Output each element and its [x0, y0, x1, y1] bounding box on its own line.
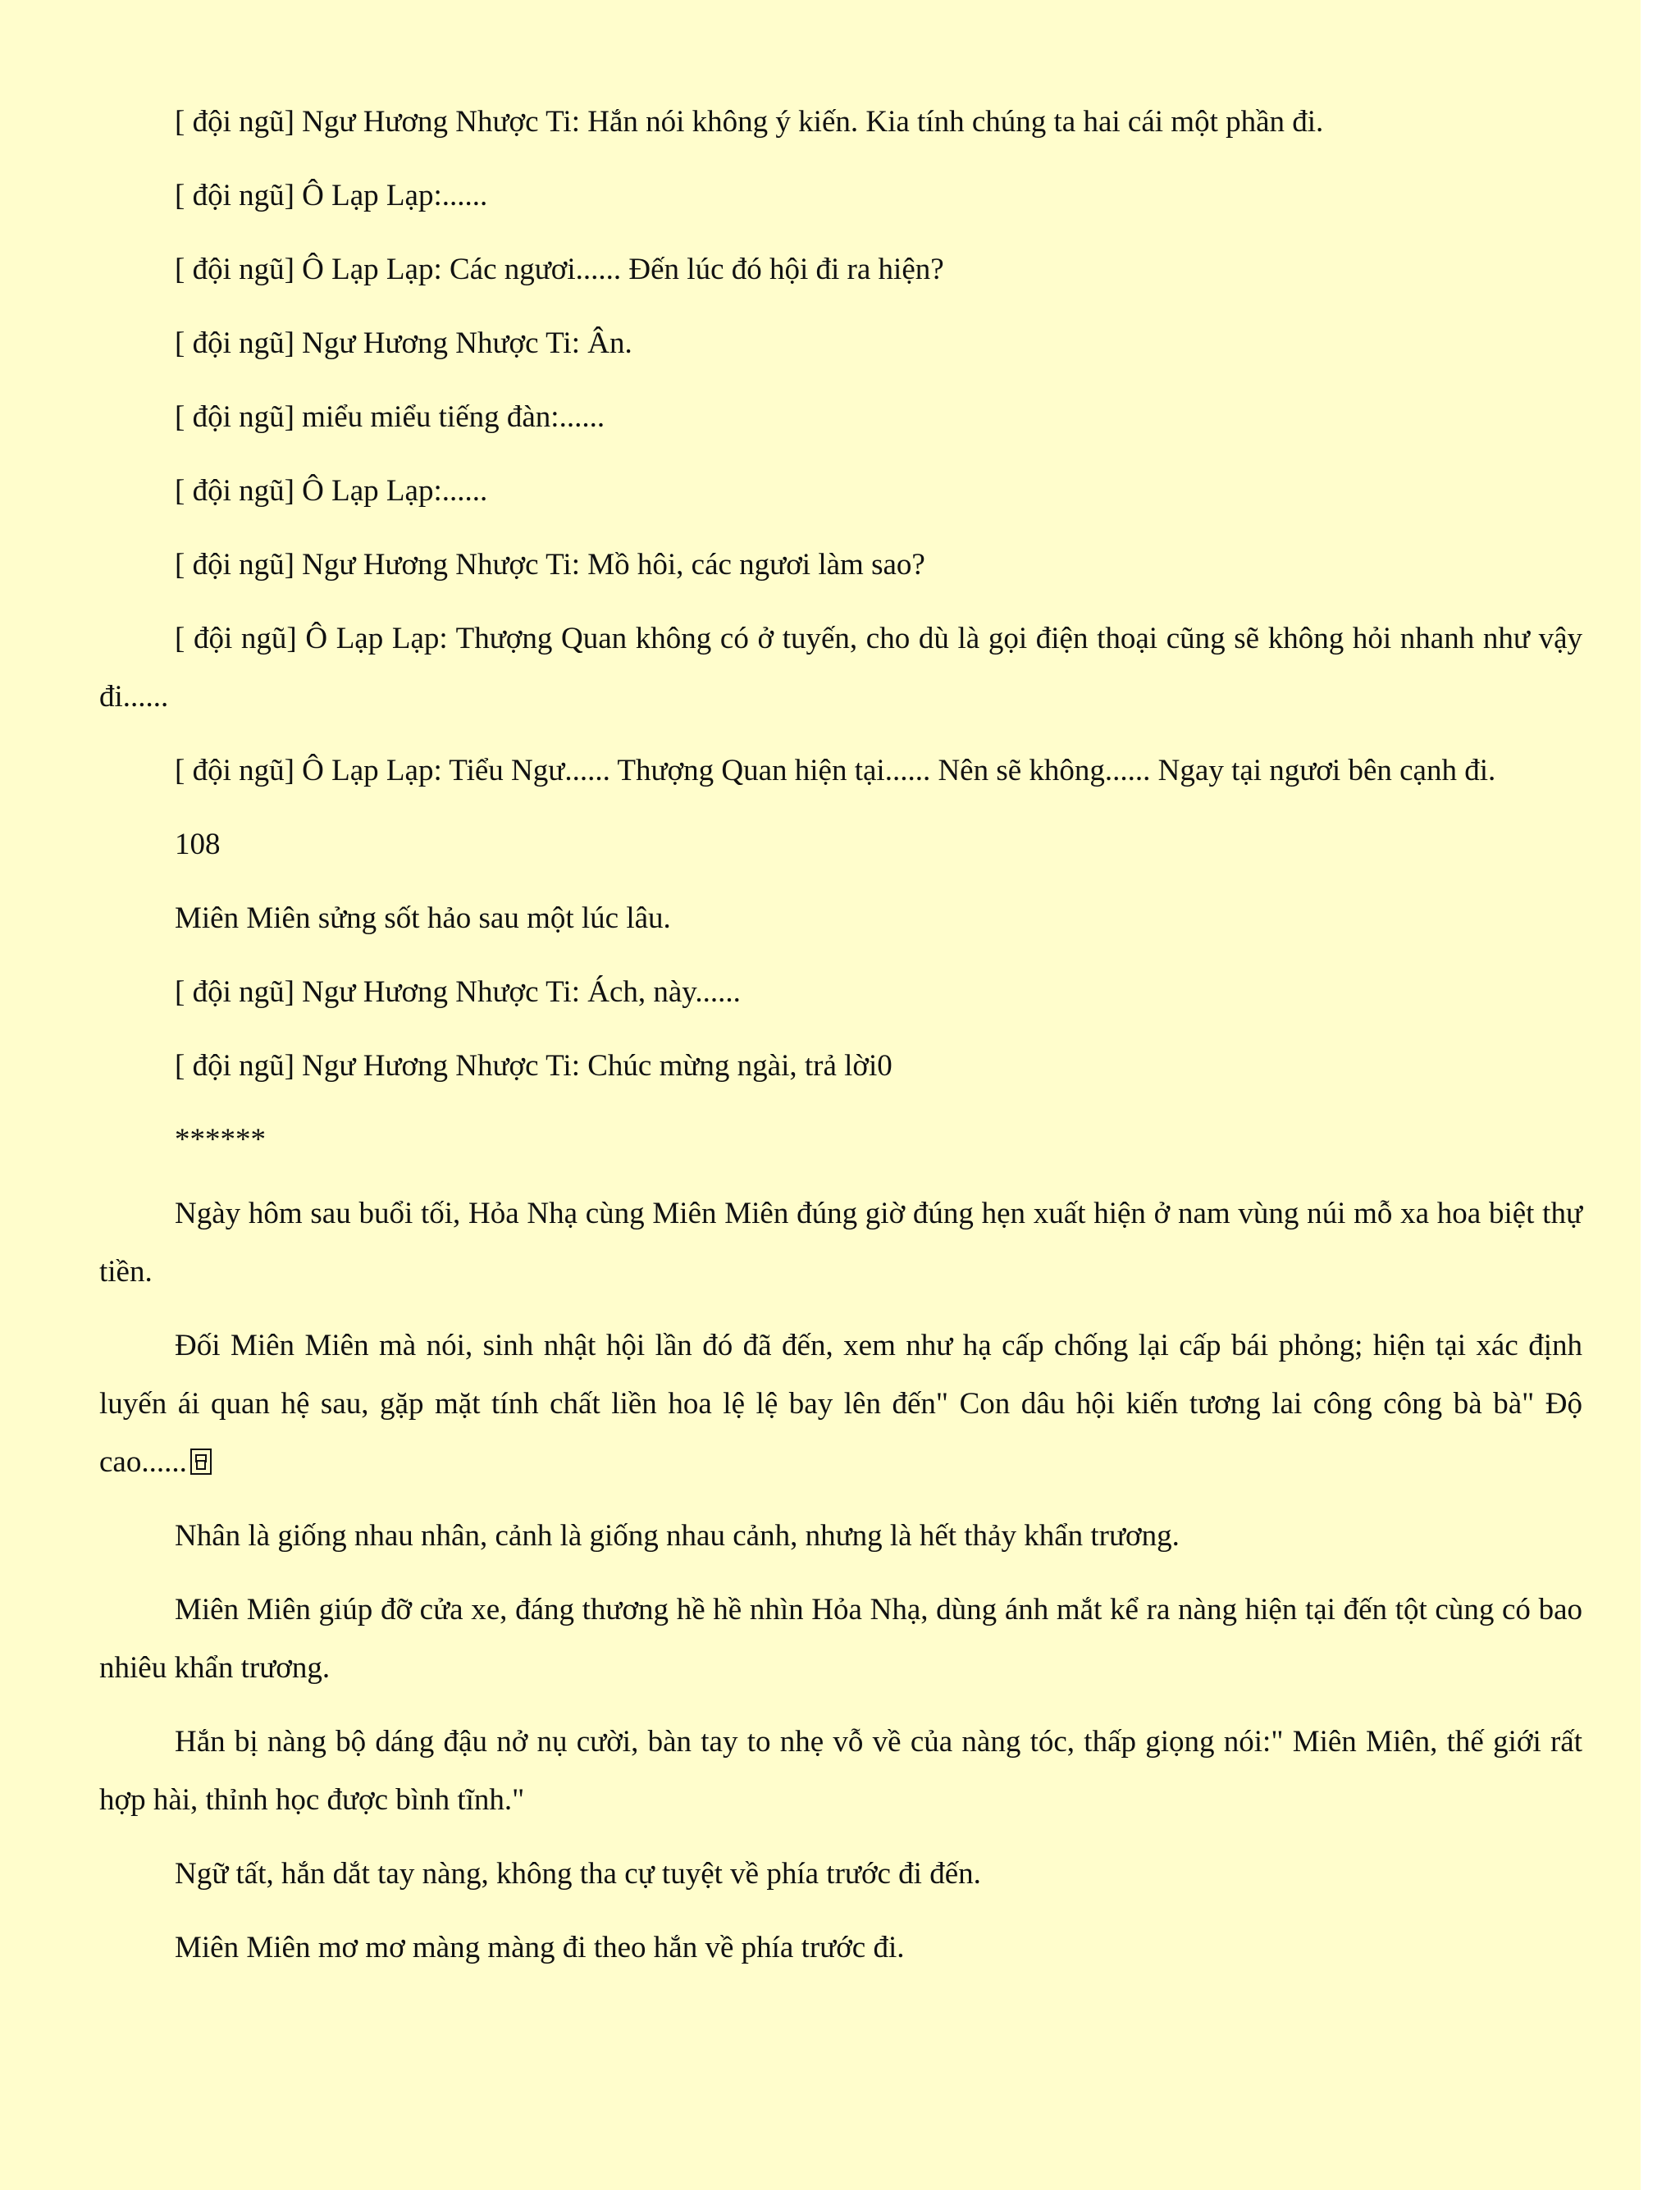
paragraph: [ đội ngũ] Ngư Hương Nhược Ti: Ách, này......: [175, 975, 741, 1009]
paragraph: [ đội ngũ] Ô Lạp Lạp:......: [175, 179, 488, 212]
paragraph: Miên Miên giúp đỡ cửa xe, đáng thương hề hề nhìn Hỏa Nhạ, dùng ánh mắt kể ra nàng hiện tại đến tột cùng có bao nhiêu khẩn trương.: [99, 1593, 1582, 1685]
paragraph: Ngày hôm sau buổi tối, Hỏa Nhạ cùng Miên Miên đúng giờ đúng hẹn xuất hiện ở nam vùng núi mỗ xa hoa biệt thự tiền.: [99, 1197, 1582, 1289]
paragraph: [99, 1316, 1582, 1491]
paragraph: Ngữ tất, hắn dắt tay nàng, không tha cự tuyệt về phía trước đi đến.: [175, 1857, 981, 1891]
paragraph: [ đội ngũ] Ô Lạp Lạp: Thượng Quan không có ở tuyến, cho dù là gọi điện thoại cũng sẽ không hỏi nhanh như vậy đi......: [99, 622, 1582, 714]
paragraph: [ đội ngũ] miểu miểu tiếng đàn:......: [175, 400, 605, 434]
paragraph: Hắn bị nàng bộ dáng đậu nở nụ cười, bàn tay to nhẹ vỗ về của nàng tóc, thấp giọng nói:" Miên Miên, thế giới rất hợp hài, thỉnh học được bình tĩnh.": [99, 1725, 1582, 1817]
paragraph: [ đội ngũ] Ô Lạp Lạp:......: [175, 474, 488, 508]
paragraph: Miên Miên sửng sốt hảo sau một lúc lâu.: [175, 901, 671, 935]
paragraph: [ đội ngũ] Ngư Hương Nhược Ti: Ân.: [175, 326, 632, 360]
paragraph: Nhân là giống nhau nhân, cảnh là giống nhau cảnh, nhưng là hết thảy khẩn trương.: [175, 1519, 1180, 1553]
paragraph: [ đội ngũ] Ngư Hương Nhược Ti: Hắn nói không ý kiến. Kia tính chúng ta hai cái một phần đi.: [175, 105, 1324, 139]
paragraph: [ đội ngũ] Ô Lạp Lạp: Tiểu Ngư...... Thượng Quan hiện tại...... Nên sẽ không...... Ngay tại ngươi bên cạnh đi.: [175, 754, 1496, 787]
paragraph-text: Đối Miên Miên mà nói, sinh nhật hội lần đó đã đến, xem như hạ cấp chống lại cấp bái phỏng; hiện tại xác định luyến ái quan hệ sau, gặp mặt tính chất liền hoa lệ lệ bay lên đến" Con dâu hội kiến tương lai công công bà bà" Độ cao......: [99, 1329, 1582, 1479]
document-body: [99, 93, 1582, 1992]
paragraph: [ đội ngũ] Ngư Hương Nhược Ti: Mồ hôi, các ngươi làm sao?: [175, 548, 925, 582]
paragraph: [ đội ngũ] Ngư Hương Nhược Ti: Chúc mừng ngài, trả lời0: [175, 1049, 892, 1083]
paragraph: Miên Miên mơ mơ màng màng đi theo hắn về phía trước đi.: [175, 1931, 905, 1964]
section-separator: ******: [175, 1123, 266, 1157]
chapter-number: 108: [175, 828, 221, 861]
missing-glyph-icon: [190, 1449, 212, 1475]
paragraph: [ đội ngũ] Ô Lạp Lạp: Các ngươi...... Đến lúc đó hội đi ra hiện?: [175, 253, 944, 286]
